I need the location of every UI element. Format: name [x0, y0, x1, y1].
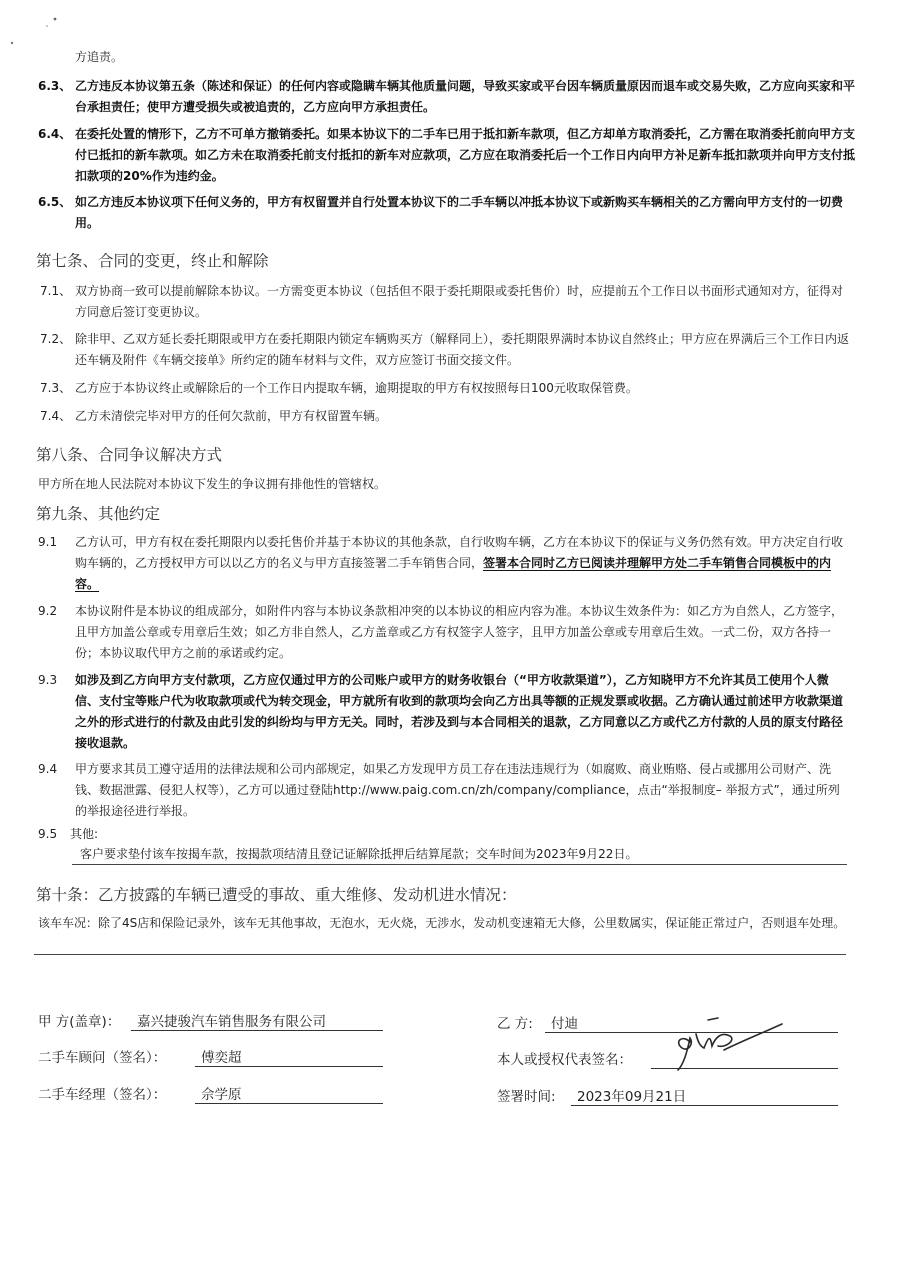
clause-9-1-text: 乙方认可，甲方有权在委托期限内以委托售价并基于本协议的其他条款，自行收购车辆，乙方在本协议下的保证与义务仍然有效。甲方决定自行收购车辆的，乙方授权甲方可以以乙方的名义与甲方直接签署二手车销售合同， — [75, 535, 844, 570]
party-a-line — [131, 1030, 383, 1031]
article-10-rule — [34, 954, 846, 955]
party-a-label: 甲 方(盖章)： — [38, 1014, 121, 1030]
clause-6-4 — [38, 124, 858, 188]
date-line — [571, 1105, 838, 1106]
clause-text: 如涉及到乙方向甲方支付款项，乙方应仅通过甲方的公司账户或甲方的财务收银台（“甲方收款渠道”），乙方知晓甲方不允许其员工使用个人微信、支付宝等账户代为收取款项或代为转交现金，甲方就所有收到的款项均会向乙方出具等额的正规发票或收据。乙方确认通过前述甲方收款渠道之外的形式进行的付款及由此引发的纠纷均与甲方无关。同时，若涉及到与本合同相关的退款，乙方同意以乙方或代乙方付款的人员的原支付路径接收退款。 — [75, 673, 844, 750]
clause-number: 7.1、 — [40, 284, 72, 298]
clause-9-5 — [38, 824, 858, 846]
manager-label: 二手车经理（签名）： — [38, 1087, 167, 1103]
clause-number: 6.5、 — [38, 195, 72, 209]
clause-number: 9.1 — [38, 535, 58, 549]
article-10-text: 该车车况：除了4S店和保险记录外，该车无其他事故，无泡水，无火烧，无涉水，发动机变速箱无大修，公里数属实，保证能正常过户，否则退车处理。 — [38, 916, 846, 930]
clause-9-1-end: 。 — [87, 577, 100, 591]
consultant-line — [195, 1066, 383, 1067]
continuation-text: 方追责。 — [75, 50, 124, 64]
signing-date: 2023年09月21日 — [577, 1089, 687, 1105]
clause-text: 本协议附件是本协议的组成部分，如附件内容与本协议条款相冲突的以本协议的相应内容为准。本协议生效条件为：如乙方为自然人，乙方签字，且甲方加盖公章或专用章后生效；如乙方非自然人，乙方盖章或乙方有权签字人签字，且甲方加盖公章或专用章后生效。一式二份，双方各持一份；本协议取代甲方之前的承诺或约定。 — [75, 604, 844, 660]
clause-number: 9.2 — [38, 604, 58, 618]
signature-stroke — [708, 1018, 718, 1020]
clause-text: 乙方违反本协议第五条（陈述和保证）的任何内容或隐瞒车辆其他质量问题，导致买家或平台因车辆质量原因而退车或交易失败，乙方应向买家和平台承担责任；使甲方遭受损失或被追责的，乙方应向甲方承担责任。 — [75, 79, 856, 114]
article-9-heading: 第九条、其他约定 — [36, 505, 161, 523]
clause-7-1 — [40, 281, 855, 325]
representative-label: 本人或授权代表签名： — [497, 1052, 632, 1068]
clause-text: 乙方应于本协议终止或解除后的一个工作日内提取车辆，逾期提取的甲方有权按照每日100元收取保管费。 — [75, 381, 638, 395]
clause-text: 双方协商一致可以提前解除本协议。一方需变更本协议（包括但不限于委托期限或委托售价）时，应提前五个工作日以书面形式通知对方，征得对方同意后签订变更协议。 — [75, 284, 844, 319]
speck — [46, 25, 48, 27]
clause-number: 7.4、 — [40, 409, 72, 423]
speck — [11, 42, 13, 44]
clause-number: 9.5 — [38, 827, 58, 841]
party-b-label: 乙 方: — [497, 1016, 533, 1032]
scan-specks — [0, 0, 904, 60]
clause-9-1-bold: 签署本合同时乙方已阅读并理解甲方处二手车销售合同模板中的内容 — [75, 556, 832, 591]
clause-number: 6.4、 — [38, 127, 72, 141]
clause-number: 7.2、 — [40, 332, 72, 346]
handwritten-signature — [660, 1012, 790, 1074]
clause-number: 9.3 — [38, 673, 58, 687]
clause-number: 6.3、 — [38, 79, 72, 93]
clause-text: 乙方未清偿完毕对甲方的任何欠款前，甲方有权留置车辆。 — [75, 409, 388, 423]
clause-7-4 — [40, 406, 855, 428]
clause-number: 9.4 — [38, 762, 58, 776]
clause-6-5 — [38, 192, 858, 236]
clause-9-2 — [38, 601, 858, 665]
signature-stroke — [696, 1034, 732, 1048]
clause-text — [75, 532, 850, 595]
speck — [54, 18, 57, 21]
clause-9-3 — [38, 670, 858, 756]
signature-stroke — [678, 1038, 691, 1070]
manager-line — [195, 1103, 383, 1104]
party-a-name: 嘉兴捷骏汽车销售服务有限公司 — [137, 1014, 326, 1030]
clause-text: 在委托处置的情形下，乙方不可单方撤销委托。如果本协议下的二手车已用于抵扣新车款项，但乙方却单方取消委托，乙方需在取消委托前向甲方支付已抵扣的新车款项。如乙方未在取消委托前支付抵扣的新车对应款项，乙方应在取消委托后一个工作日内向甲方补足新车抵扣款项并向甲方支付抵扣款项的20%作为违约金。 — [75, 127, 856, 183]
article-8-heading: 第八条、合同争议解决方式 — [36, 446, 223, 464]
clause-6-3 — [38, 76, 858, 120]
clause-9-5-rule — [72, 864, 847, 865]
party-b-name: 付迪 — [551, 1016, 578, 1032]
clause-number: 7.3、 — [40, 381, 72, 395]
clause-text: 如乙方违反本协议项下任何义务的，甲方有权留置并自行处置本协议下的二手车辆以冲抵本协议下或新购买车辆相关的乙方需向甲方支付的一切费用。 — [75, 195, 844, 230]
clause-text: 除非甲、乙双方延长委托期限或甲方在委托期限内锁定车辆购买方（解释同上），委托期限界满时本协议自然终止；甲方应在界满后三个工作日内返还车辆及附件《车辆交接单》所约定的随车材料与文件，双方应签订书面交接文件。 — [75, 332, 850, 367]
consultant-label: 二手车顾问（签名）： — [38, 1050, 167, 1066]
clause-7-3 — [40, 378, 855, 400]
signature-stroke — [724, 1024, 782, 1050]
clause-text: 甲方要求其员工遵守适用的法律法规和公司内部规定，如果乙方发现甲方员工存在违法违规行为（如腐败、商业贿赂、侵占或挪用公司财产、洗钱、数据泄露、侵犯人权等），乙方可以通过登陆http://www.paig.com.cn/zh/company/compliance，点击“举报制度– 举报方式”，通过所列的举报途径进行举报。 — [75, 762, 840, 818]
article-10-heading: 第十条：乙方披露的车辆已遭受的事故、重大维修、发动机进水情况： — [36, 886, 517, 904]
date-label: 签署时间: — [497, 1089, 556, 1105]
clause-9-4 — [38, 759, 858, 823]
consultant-name: 傅奕超 — [201, 1050, 242, 1066]
article-8-text: 甲方所在地人民法院对本协议下发生的争议拥有排他性的管辖权。 — [38, 477, 387, 491]
article-7-heading: 第七条、合同的变更，终止和解除 — [36, 252, 269, 270]
clause-9-5-text: 客户要求垫付该车按揭车款，按揭款项结清且登记证解除抵押后结算尾款；交车时间为2023年9月22日。 — [80, 847, 638, 861]
manager-name: 佘学原 — [201, 1087, 242, 1103]
clause-label: 其他: — [70, 827, 99, 841]
clause-7-2 — [40, 329, 855, 373]
clause-9-1 — [38, 532, 858, 596]
